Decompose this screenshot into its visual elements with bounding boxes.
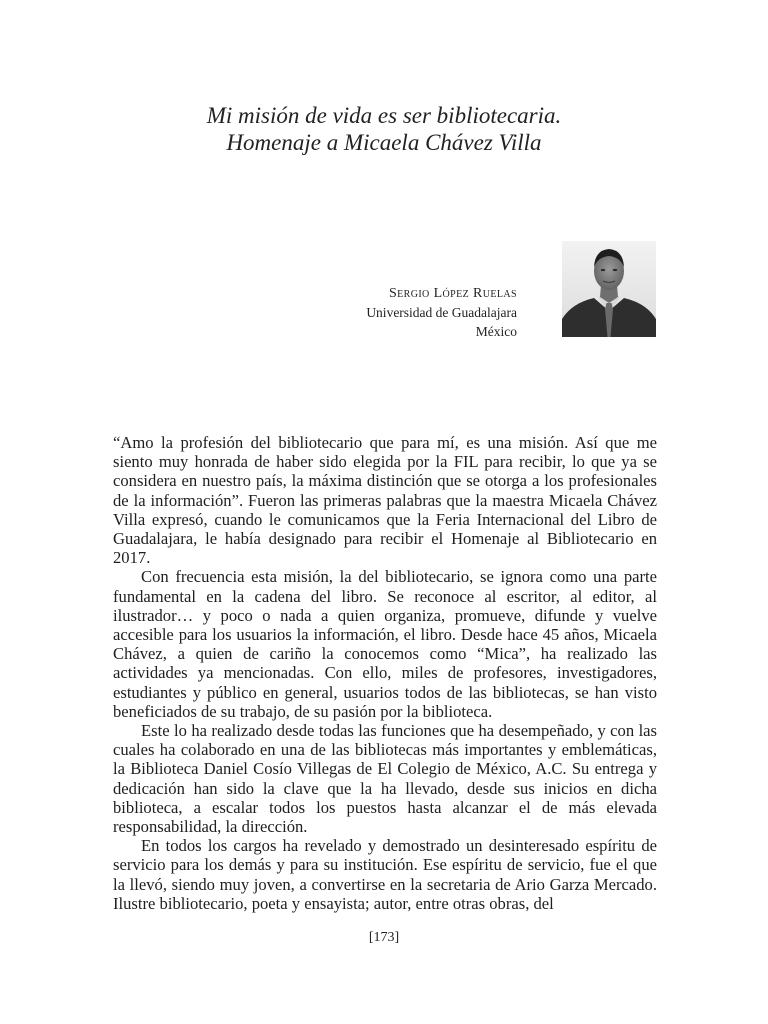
article-title <box>0 102 768 156</box>
author-affiliation: Universidad de Guadalajara <box>366 305 517 320</box>
author-photo <box>562 241 656 337</box>
author-portrait-image <box>562 241 656 337</box>
paragraph-2: Con frecuencia esta misión, la del bibliotecario, se ignora como una parte fundamental en la cadena del libro. Se reconoce al escritor, al editor, al ilustrador… y poco o nada a quien organiza, promueve, difunde y vuelve accesible para los usuarios la información, el libro. Desde hace 45 años, Micaela Chávez, a quien de cariño la conocemos como “Mica”, ha realizado las actividades ya mencionadas. Con ello, miles de profesores, investigadores, estudiantes y público en general, usuarios todos de las bibliotecas, se han visto beneficiados de su trabajo, de su pasión por la biblioteca. <box>113 567 657 721</box>
title-line-2: Homenaje a Micaela Chávez Villa <box>226 130 542 155</box>
author-block <box>300 284 517 341</box>
paragraph-3: Este lo ha realizado desde todas las funciones que ha desempeñado, y con las cuales ha colaborado en una de las bibliotecas más importantes y emblemáticas, la Biblioteca Daniel Cosío Villegas de El Colegio de México, A.C. Su entrega y dedicación han sido la clave que la ha llevado, desde sus inicios en dicha biblioteca, a escalar todos los puestos hasta alcanzar el de más elevada responsabilidad, la dirección. <box>113 721 657 837</box>
body-text <box>113 433 657 913</box>
page-number: [173] <box>368 930 400 945</box>
author-name: Sergio López Ruelas <box>388 286 517 301</box>
title-line-1: Mi misión de vida es ser bibliotecaria. <box>206 103 562 128</box>
author-country: México <box>475 324 517 339</box>
paragraph-1: “Amo la profesión del bibliotecario que para mí, es una misión. Así que me siento muy honrada de haber sido elegida por la FIL para recibir, lo que ya se considera en nuestro país, la máxima distinción que se otorga a los profesionales de la información”. Fueron las primeras palabras que la maestra Micaela Chávez Villa expresó, cuando le comunicamos que la Feria Internacional del Libro de Guadalajara, le había designado para recibir el Homenaje al Bibliotecario en 2017. <box>113 433 657 568</box>
paragraph-4: En todos los cargos ha revelado y demostrado un desinteresado espíritu de servicio para los demás y para su institución. Ese espíritu de servicio, fue el que la llevó, siendo muy joven, a convertirse en la secretaria de Ario Garza Mercado. Ilustre bibliotecario, poeta y ensayista; autor, entre otras obras, del <box>113 836 657 913</box>
